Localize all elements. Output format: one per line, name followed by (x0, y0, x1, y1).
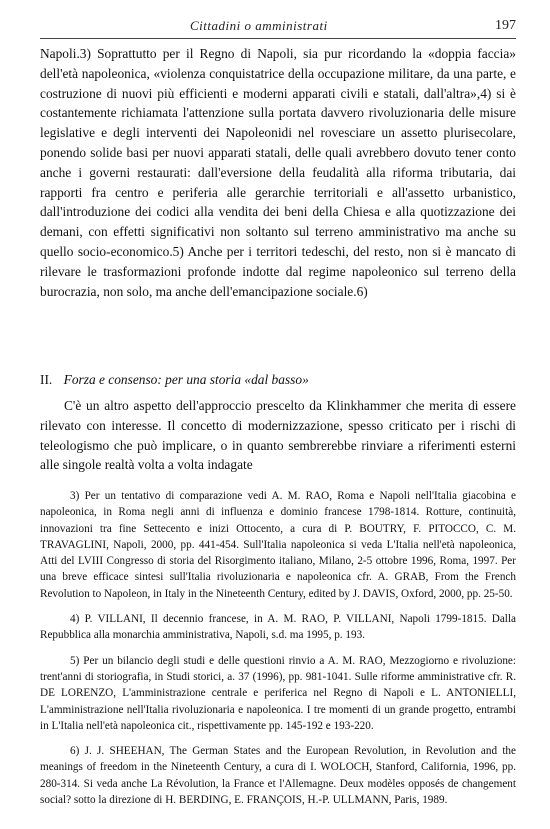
section-heading (40, 370, 516, 389)
footnote-3: 3) Per un tentativo di comparazione vedi A. M. RAO, Roma e Napoli nell'Italia giacobina e napoleonica, in Roma negli anni di influenza e dominio francese 1798-1814. Rotture, continuità, innovazioni tra fine Settecento e inizi Ottocento, a cura di P. BOUTRY, F. PITOCCO, C. M. TRAVAGLINI, Napoli, 2000, pp. 441-454. Sull'Italia napoleonica si veda L'Italia nell'età napoleonica, Atti del LVIII Congresso di storia del Risorgimento italiano, Milano, 2-5 ottobre 1996, Roma, 1997. Per una breve efficace sintesi sull'Italia rivoluzionaria e napoleonica cfr. A. GRAB, From the French Revolution to Napoleon, in Italy in the Nineteenth Century, edited by J. DAVIS, Oxford, 2000, pp. 25-50. (40, 490, 516, 600)
footnotes (40, 488, 516, 817)
footnote-6: 6) J. J. SHEEHAN, The German States and the European Revolution, in Revolution and the meanings of freedom in the Nineteenth Century, a cura di I. WOLOCH, Stanford, California, 1996, pp. 280-314. Si veda anche La Révolution, la France et l'Allemagne. Deux modèles opposés de changement social? sotto la direzione di H. BERDING, E. FRANÇOIS, H.-P. ULLMANN, Paris, 1989. (40, 745, 516, 807)
section-paragraph: C'è un altro aspetto dell'approccio prescelto da Klinkhammer che merita di essere rilevato con interesse. Il concetto di modernizzazione, spesso criticato per i rischi di teleologismo che può implicare, o in quanto sembrerebbe rinviare a riferimenti esterni alle singole realtà volta a volta indagate (40, 398, 516, 473)
header-rule (40, 38, 516, 39)
running-title: Cittadini o amministrati (190, 18, 328, 33)
section-number: II. (40, 372, 53, 387)
page-number: 197 (495, 18, 516, 33)
section-text-block (40, 396, 516, 475)
main-text-block (40, 44, 516, 301)
footnote-5: 5) Per un bilancio degli studi e delle questioni rinvio a A. M. RAO, Mezzogiorno e rivoluzione: trent'anni di storiografia, in Studi storici, a. 37 (1996), pp. 981-1041. Sulle riforme amministrative cfr. R. DE LORENZO, L'amministrazione centrale e periferica nel Regno di Napoli e L. ANTONIELLI, L'amministrazione nell'Italia rivoluzionaria e napoleonica. I tre momenti di un grande progetto, entrambi in L'Italia nell'età napoleonica cit., rispettivamente pp. 145-192 e 193-220. (40, 654, 516, 732)
main-paragraph: Napoli.3) Soprattutto per il Regno di Napoli, sia pur ricordando la «doppia faccia» dell'età napoleonica, «violenza conquistatrice della occupazione militare, da una parte, e costruzione di nuovi più efficienti e moderni apparati civili e statali, dall'altra»,4) si è costantemente richiamata l'attenzione sulla portata davvero rivoluzionaria delle misure legislative e degli interventi dei Napoleonidi nel rovesciare un assetto plurisecolare, ponendo solide basi per nuovi apparati statali, delle quali avrebbero dovuto tener conto anche i governi restaurati: dall'eversione della feudalità alla riforma tributaria, dai rapporti fra centro e periferia alle gerarchie territoriali e all'assetto urbanistico, dall'introduzione dei codici alla vendita dei beni della Chiesa e alla quotizzazione dei demani, con effetti significativi non soltanto sul terreno amministrativo ma anche su quello socio-economico.5) Anche per i territori tedeschi, del resto, non si è mancato di rilevare le trasformazioni profonde indotte dal regime napoleonico sul terreno della burocrazia, non solo, ma anche dell'emancipazione sociale.6) (40, 46, 516, 299)
footnote-4: 4) P. VILLANI, Il decennio francese, in A. M. RAO, P. VILLANI, Napoli 1799-1815. Dalla Repubblica alla monarchia amministrativa, Napoli, s.d. ma 1995, p. 193. (40, 613, 516, 642)
running-header (40, 18, 516, 36)
section-title: Forza e consenso: per una storia «dal basso» (63, 372, 309, 387)
